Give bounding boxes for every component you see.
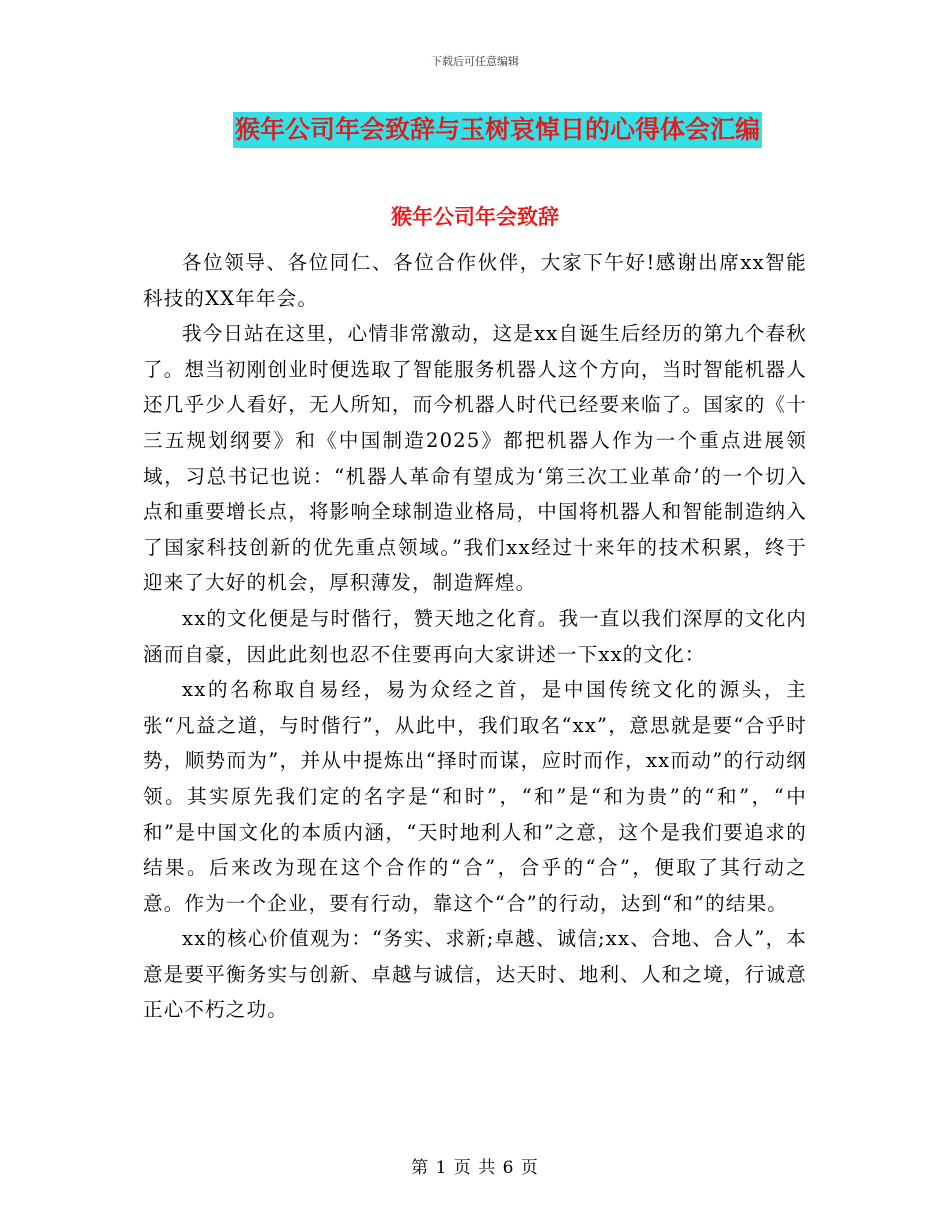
paragraph: xx的核心价值观为：“务实、求新;卓越、诚信;xx、合地、合人”，本意是要平衡务实与创新、卓越与诚信，达天时、地利、人和之境，行诚意正心不朽之功。: [143, 927, 807, 1022]
paragraph: xx的名称取自易经，易为众经之首，是中国传统文化的源头，主张“凡益之道，与时偕行”，从此中，我们取名“xx”，意思就是要“合乎时势，顺势而为”，并从中提炼出“择时而谋，应时而作，xx而动”的行动纲领。其实原先我们定的名字是“和时”，“和”是“和为贵”的“和”，“中和”是中国文化的本质内涵，“天时地利人和”之意，这个是我们要追求的结果。后来改为现在这个合作的“合”，合乎的“合”，便取了其行动之意。作为一个企业，要有行动，靠这个“合”的行动，达到“和”的结果。: [143, 678, 807, 915]
paragraph: 我今日站在这里，心情非常激动，这是xx自诞生后经历的第九个春秋了。想当初刚创业时便选取了智能服务机器人这个方向，当时智能机器人还几乎少人看好，无人所知，而今机器人时代已经要来临了。国家的《十三五规划纲要》和《中国制造2025》都把机器人作为一个重点进展领域，习总书记也说：“机器人革命有望成为‘第三次工业革命’的一个切入点和重要增长点，将影响全球制造业格局，中国将机器人和智能制造纳入了国家科技创新的优先重点领域。”我们xx经过十来年的技术积累，终于迎来了大好的机会，厚积薄发，制造辉煌。: [143, 322, 807, 595]
document-title: 猴年公司年会致辞与玉树哀悼日的心得体会汇编: [233, 112, 762, 148]
header-note: 下载后可任意编辑: [431, 55, 519, 68]
paragraph: 各位领导、各位同仁、各位合作伙伴，大家下午好!感谢出席xx智能科技的XX年年会。: [143, 251, 807, 310]
section-title: 猴年公司年会致辞: [391, 205, 559, 229]
page-number-label: 第 1 页 共 6 页: [411, 1158, 539, 1178]
document-title-wrap: [0, 112, 950, 148]
paragraph: xx的文化便是与时偕行，赞天地之化育。我一直以我们深厚的文化内涵而自豪，因此此刻也忍不住要再向大家讲述一下xx的文化：: [143, 606, 807, 666]
page-footer: [0, 1153, 950, 1178]
document-body: [143, 245, 807, 1028]
